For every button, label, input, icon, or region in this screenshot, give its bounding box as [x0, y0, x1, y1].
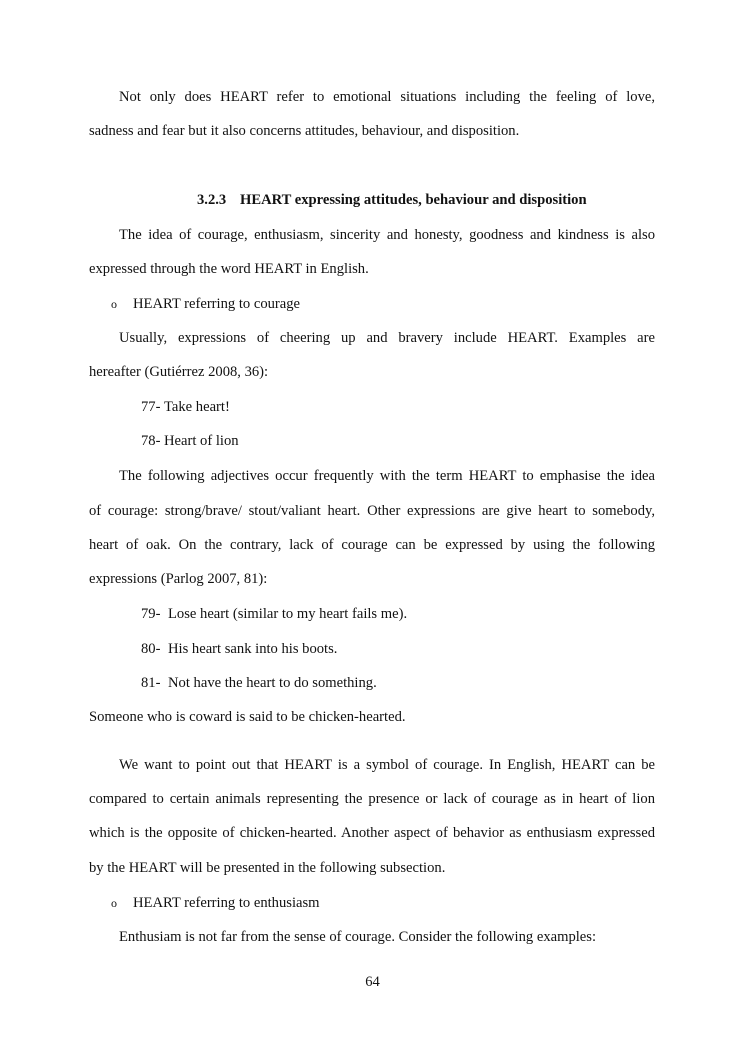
paragraph-line: compared to certain animals representing the presence or lack of courage as in heart of lion	[89, 791, 655, 807]
example-text: Heart of lion	[164, 433, 239, 449]
section-heading	[197, 191, 587, 209]
paragraph-line: expressions (Parlog 2007, 81):	[89, 571, 268, 587]
paragraph-line: expressed through the word HEART in English.	[89, 261, 369, 277]
example-item	[141, 605, 407, 623]
example-number: 78-	[141, 433, 161, 449]
paragraph-line: The idea of courage, enthusiasm, sincerity and honesty, goodness and kindness is also	[119, 227, 655, 243]
example-number: 81-	[141, 675, 161, 691]
bullet-icon: o	[111, 297, 117, 311]
section-title: HEART expressing attitudes, behaviour and disposition	[240, 192, 587, 208]
example-item	[141, 432, 239, 450]
paragraph-line: which is the opposite of chicken-hearted. Another aspect of behavior as enthusiasm expressed	[89, 825, 655, 841]
example-number: 77-	[141, 399, 161, 415]
example-number: 79-	[141, 606, 161, 622]
paragraph-line: sadness and fear but it also concerns attitudes, behaviour, and disposition.	[89, 123, 520, 139]
paragraph-line: hereafter (Gutiérrez 2008, 36):	[89, 364, 269, 380]
bullet-item	[111, 295, 300, 313]
paragraph-line: heart of oak. On the contrary, lack of courage can be expressed by using the following	[89, 537, 655, 553]
paragraph-line: Enthusiam is not far from the sense of courage. Consider the following examples:	[119, 929, 597, 945]
section-number: 3.2.3	[197, 192, 227, 208]
paragraph-line: The following adjectives occur frequently with the term HEART to emphasise the idea	[119, 468, 655, 484]
paragraph-line: Someone who is coward is said to be chicken-hearted.	[89, 709, 406, 725]
example-item	[141, 674, 377, 692]
paragraph-line: Usually, expressions of cheering up and bravery include HEART. Examples are	[119, 330, 655, 346]
example-number: 80-	[141, 641, 161, 657]
example-text: His heart sank into his boots.	[168, 641, 338, 657]
example-item	[141, 640, 337, 658]
paragraph-line: by the HEART will be presented in the following subsection.	[89, 860, 446, 876]
paragraph-line: We want to point out that HEART is a symbol of courage. In English, HEART can be	[119, 757, 655, 773]
bullet-item	[111, 894, 320, 912]
bullet-text: HEART referring to courage	[133, 296, 301, 312]
bullet-icon: o	[111, 896, 117, 910]
example-text: Take heart!	[164, 399, 230, 415]
bullet-text: HEART referring to enthusiasm	[133, 895, 320, 911]
example-item	[141, 398, 230, 416]
page-number: 64	[365, 974, 380, 990]
paragraph-line: Not only does HEART refer to emotional situations including the feeling of love,	[119, 89, 655, 105]
paragraph-line: of courage: strong/brave/ stout/valiant heart. Other expressions are give heart to somebody,	[89, 503, 655, 519]
example-text: Lose heart (similar to my heart fails me).	[168, 606, 408, 622]
example-text: Not have the heart to do something.	[168, 675, 377, 691]
